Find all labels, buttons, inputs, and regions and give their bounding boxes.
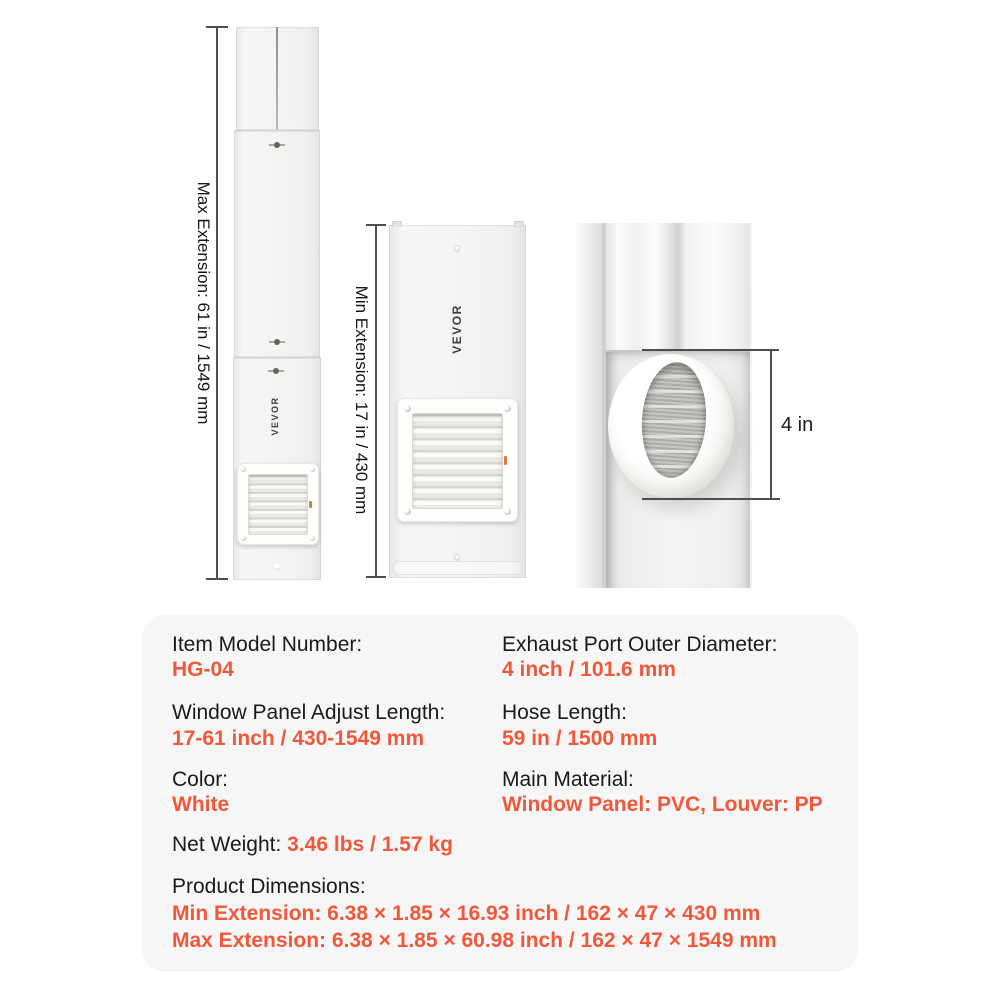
dimension-line-min	[375, 225, 377, 578]
spec-value-hose-length: 59 in / 1500 mm	[502, 727, 658, 750]
max-extension-dimension-label: Max Extension: 61 in / 1549 mm	[194, 181, 213, 425]
spec-label-material: Main Material:	[502, 768, 634, 791]
spec-value-item-model: HG-04	[172, 658, 234, 681]
louver-latch-icon	[309, 501, 312, 508]
louver-slats	[248, 474, 308, 535]
hole	[454, 554, 460, 560]
spec-row-net-weight	[172, 833, 453, 856]
vevor-logo: VEVOR	[270, 396, 280, 436]
panel-bottom-rail	[393, 561, 522, 575]
min-extension-dimension-label: Min Extension: 17 in / 430 mm	[352, 285, 371, 515]
spec-label-net-weight: Net Weight:	[172, 833, 282, 856]
panel-upper-face	[606, 223, 750, 350]
spec-label-hose-length: Hose Length:	[502, 701, 627, 724]
screw-icon	[241, 536, 246, 541]
screw-icon	[504, 508, 511, 515]
screw-icon	[310, 536, 315, 541]
spec-label-product-dimensions: Product Dimensions:	[172, 875, 366, 898]
spec-label-color: Color:	[172, 768, 229, 791]
hole	[454, 245, 460, 251]
exhaust-port-closeup-photo	[576, 223, 752, 588]
screw-icon	[404, 405, 411, 412]
panel-tab	[514, 221, 524, 227]
spec-value-net-weight: 3.46 lbs / 1.57 kg	[287, 833, 453, 856]
window-panel-max-extension	[233, 27, 321, 578]
dimension-cap-bottom	[366, 576, 386, 578]
screw-icon	[241, 467, 246, 472]
spec-value-adjust-length: 17-61 inch / 430-1549 mm	[172, 727, 425, 750]
spec-value-dimensions-min: Min Extension: 6.38 × 1.85 × 16.93 inch / 162 × 47 × 430 mm	[172, 902, 761, 925]
dimension-cap-bottom	[206, 578, 228, 580]
dimension-line-port-bottom	[642, 498, 780, 500]
spec-value-color: White	[172, 793, 230, 816]
latch-icon	[268, 370, 284, 372]
panel-segment-middle	[234, 130, 320, 357]
window-panel-min-extension	[389, 225, 526, 578]
spec-panel	[142, 615, 858, 972]
louver-latch-icon	[504, 456, 507, 465]
louver-vent	[237, 463, 319, 545]
hole	[274, 563, 280, 569]
panel-groove	[276, 27, 278, 130]
dimension-line-port-top	[642, 349, 779, 351]
dimension-line-max	[216, 27, 218, 580]
louver-vent	[397, 398, 518, 522]
port-diameter-dimension-label: 4 in	[781, 414, 814, 436]
screw-icon	[504, 405, 511, 412]
panel-segment-top	[236, 27, 319, 130]
spec-label-item-model: Item Model Number:	[172, 633, 363, 656]
louver-slats	[412, 413, 503, 509]
panel-tab	[392, 221, 402, 227]
panel-side-rail	[576, 223, 602, 588]
mesh-screen	[638, 360, 710, 480]
latch-icon	[269, 341, 285, 343]
dimension-line-port-vertical	[770, 349, 772, 500]
screw-icon	[310, 467, 315, 472]
spec-value-exhaust-port: 4 inch / 101.6 mm	[502, 658, 676, 681]
screw-icon	[404, 508, 411, 515]
spec-label-adjust-length: Window Panel Adjust Length:	[172, 701, 446, 724]
latch-icon	[269, 144, 285, 146]
spec-value-dimensions-max: Max Extension: 6.38 × 1.85 × 60.98 inch / 162 × 47 × 1549 mm	[172, 929, 777, 952]
exhaust-port	[608, 354, 734, 498]
spec-value-material: Window Panel: PVC, Louver: PP	[502, 793, 823, 816]
spec-label-exhaust-port: Exhaust Port Outer Diameter:	[502, 633, 778, 656]
vevor-logo: VEVOR	[450, 304, 464, 354]
